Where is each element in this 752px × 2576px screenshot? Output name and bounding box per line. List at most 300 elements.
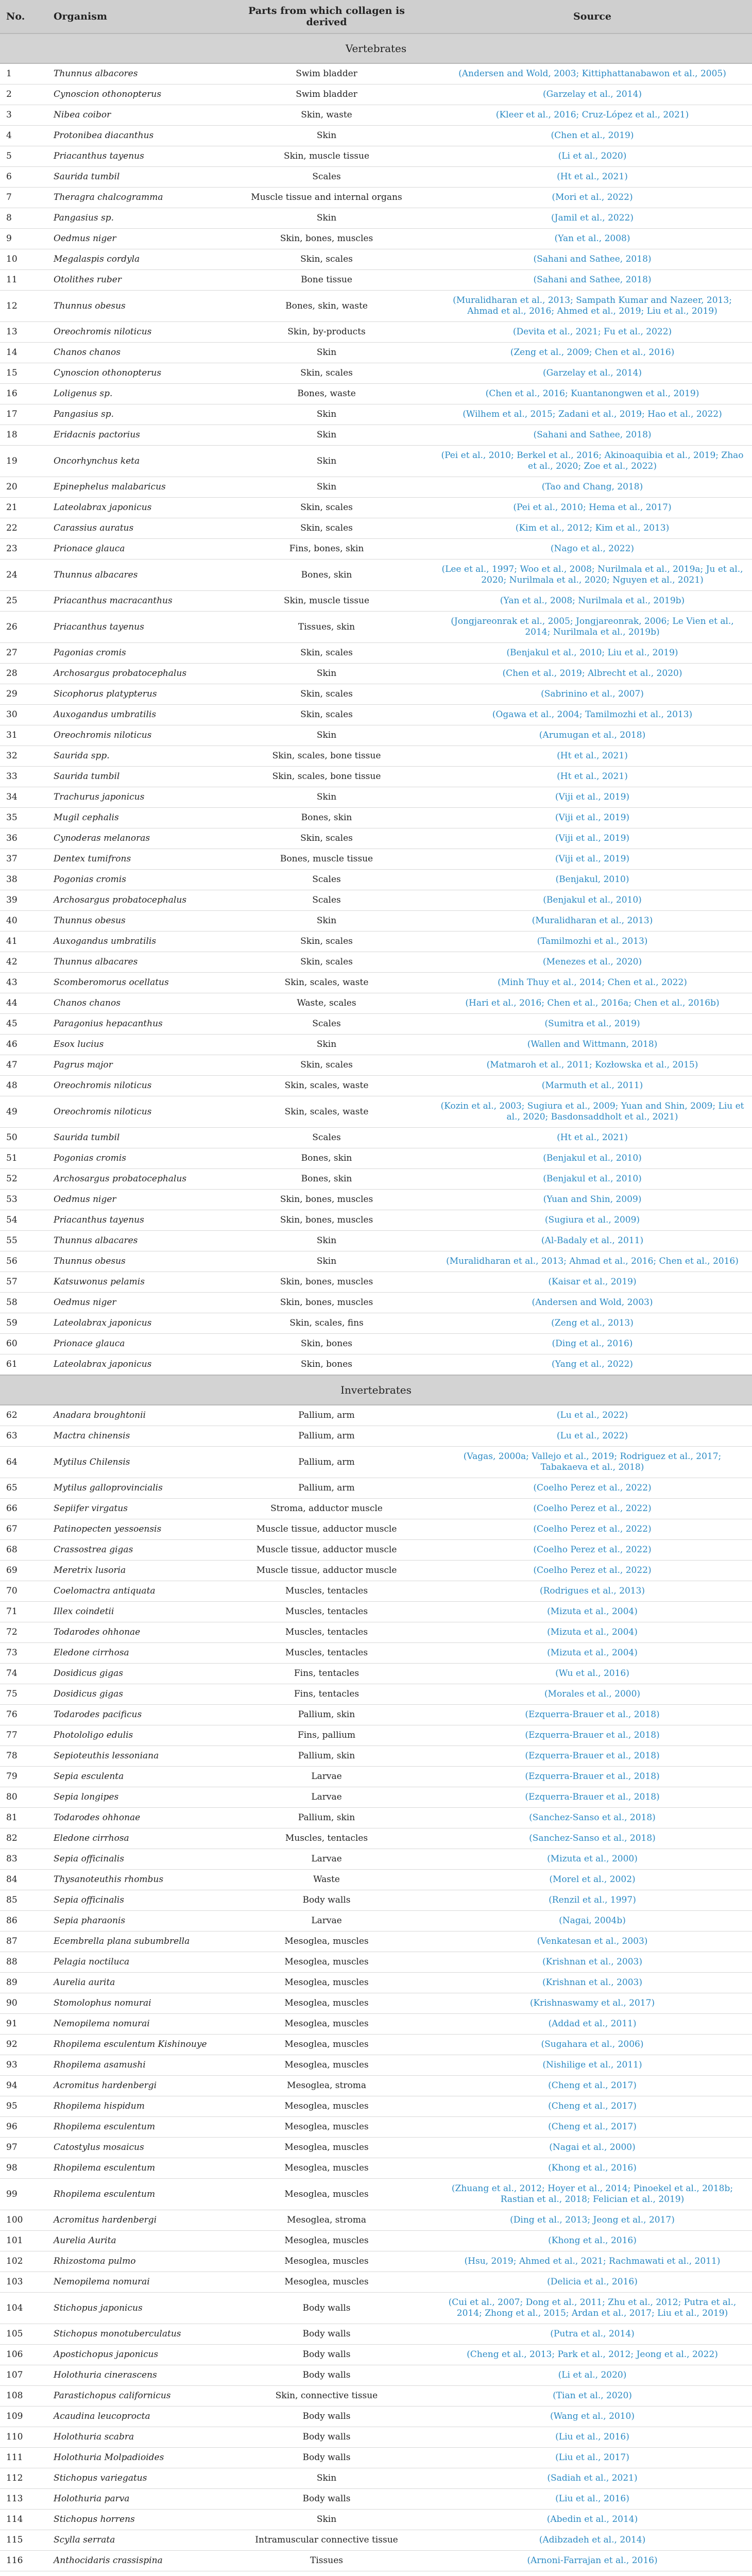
source-citation[interactable]: (Khong et al., 2016) (433, 2231, 752, 2251)
source-citation[interactable]: (Pei et al., 2010; Berkel et al., 2016; Akinoaquibia et al., 2019; Zhao et al., 2020; Zoe et al., 2022) (433, 446, 752, 477)
table-row (0, 2035, 752, 2055)
source-citation[interactable]: (Hsu, 2019; Ahmed et al., 2021; Rachmawati et al., 2011) (433, 2251, 752, 2272)
source-citation[interactable]: (Krishnan et al., 2003) (433, 1952, 752, 1973)
source-citation[interactable]: (Chen et al., 2019; Albrecht et al., 2020) (433, 664, 752, 684)
table-row (0, 591, 752, 612)
source-citation[interactable]: (Marmuth et al., 2011) (433, 1076, 752, 1096)
table-row (0, 1725, 752, 1746)
header-source: Source (433, 0, 752, 33)
source-citation[interactable]: (Jongjareonrak et al., 2005; Jongjareonrak, 2006; Le Vien et al., 2014; Nurilmala et al., 2019b) (433, 612, 752, 643)
organism-name: Dentex tumifrons (47, 849, 220, 870)
table-row (0, 249, 752, 270)
collagen-part: Pallium, arm (220, 1447, 433, 1478)
row-number: 11 (0, 270, 47, 291)
source-citation[interactable]: (Muralidharan et al., 2013) (433, 911, 752, 931)
source-citation[interactable]: (Menezes et al., 2020) (433, 952, 752, 973)
organism-name: Parastichopus californicus (47, 2386, 220, 2406)
row-number: 101 (0, 2231, 47, 2251)
source-citation[interactable]: (Ding et al., 2016) (433, 1334, 752, 1354)
source-citation[interactable]: (Matmaroh et al., 2011; Kozłowska et al., 2015) (433, 1055, 752, 1076)
collagen-part: Larvae (220, 1911, 433, 1931)
source-citation[interactable]: (Coelho Perez et al., 2022) (433, 1478, 752, 1499)
table-row (0, 1405, 752, 1426)
source-citation[interactable]: (Yang et al., 2022) (433, 1354, 752, 1376)
collagen-part: Body walls (220, 2489, 433, 2510)
collagen-part: Skin, waste (220, 105, 433, 126)
organism-name: Saurida spp. (47, 746, 220, 767)
source-citation[interactable]: (Sahani and Sathee, 2018) (433, 249, 752, 270)
row-number: 79 (0, 1767, 47, 1787)
row-number: 1 (0, 63, 47, 84)
source-citation[interactable]: (Pei et al., 2010; Hema et al., 2017) (433, 498, 752, 518)
source-citation[interactable]: (Muralidharan et al., 2013; Ahmad et al., 2016; Chen et al., 2016) (433, 1251, 752, 1272)
source-citation[interactable]: (Cheng et al., 2013; Park et al., 2012; Jeong et al., 2022) (433, 2345, 752, 2365)
table-row (0, 2551, 752, 2571)
source-citation[interactable]: (Ezquerra-Brauer et al., 2018) (433, 1746, 752, 1767)
table-row (0, 870, 752, 890)
source-citation[interactable]: (Ht et al., 2021) (433, 767, 752, 787)
collagen-part: Scales (220, 870, 433, 890)
collagen-part: Mesoglea, muscles (220, 2096, 433, 2117)
organism-name: Sepioteuthis lessoniana (47, 1746, 220, 1767)
collagen-part: Fins, bones, skin (220, 539, 433, 560)
organism-name: Photololigo edulis (47, 1725, 220, 1746)
source-citation[interactable]: (Nagai et al., 2000) (433, 2138, 752, 2158)
source-citation[interactable]: (Lu et al., 2022) (433, 1405, 752, 1426)
source-citation[interactable]: (Yan et al., 2008) (433, 229, 752, 249)
collagen-part: Mesoglea, muscles (220, 2251, 433, 2272)
organism-name: Pagonias cromis (47, 643, 220, 664)
collagen-part: Skin (220, 725, 433, 746)
collagen-part: Muscles, tentacles (220, 1828, 433, 1849)
source-citation[interactable]: (Coelho Perez et al., 2022) (433, 1561, 752, 1581)
organism-name: Pangasius sp. (47, 404, 220, 425)
source-citation[interactable]: (Kleer et al., 2016; Cruz-López et al., 2021) (433, 105, 752, 126)
table-row (0, 404, 752, 425)
row-number: 57 (0, 1272, 47, 1293)
collagen-part: Pallium, arm (220, 1405, 433, 1426)
collagen-part: Skin, bones (220, 1354, 433, 1376)
row-number: 16 (0, 384, 47, 404)
row-number: 19 (0, 446, 47, 477)
organism-name: Auxogandus umbratilis (47, 931, 220, 952)
row-number: 68 (0, 1540, 47, 1561)
source-citation[interactable]: (Sugiura et al., 2009) (433, 1210, 752, 1231)
source-citation[interactable]: (Vagas, 2000a; Vallejo et al., 2019; Rodriguez et al., 2017; Tabakaeva et al., 2018) (433, 1447, 752, 1478)
row-number: 54 (0, 1210, 47, 1231)
source-citation[interactable]: (Chen et al., 2019) (433, 126, 752, 146)
table-row (0, 1993, 752, 2014)
source-citation[interactable]: (Tao and Chang, 2018) (433, 477, 752, 498)
table-row (0, 1313, 752, 1334)
source-citation[interactable]: (Al-Badaly et al., 2011) (433, 1231, 752, 1251)
collagen-part: Mesoglea, muscles (220, 2035, 433, 2055)
source-citation[interactable]: (Liu et al., 2017) (433, 2448, 752, 2468)
organism-name: Apostichopus japonicus (47, 2345, 220, 2365)
row-number: 45 (0, 1014, 47, 1035)
organism-name: Mytilus Chilensis (47, 1447, 220, 1478)
collagen-part: Mesoglea, muscles (220, 1931, 433, 1952)
source-citation[interactable]: (Ezquerra-Brauer et al., 2018) (433, 1767, 752, 1787)
collagen-part: Muscles, tentacles (220, 1622, 433, 1643)
organism-name: Pogonias cromis (47, 1148, 220, 1169)
organism-name: Pogonias cromis (47, 870, 220, 890)
row-number: 29 (0, 684, 47, 705)
organism-name: Thunnus albacares (47, 1231, 220, 1251)
organism-name: Todarodes ohhonae (47, 1808, 220, 1828)
row-number: 37 (0, 849, 47, 870)
table-row (0, 612, 752, 643)
organism-name: Pangasius sp. (47, 208, 220, 229)
row-number: 80 (0, 1787, 47, 1808)
source-citation[interactable] (433, 2571, 752, 2576)
collagen-part: Mesoglea, muscles (220, 2138, 433, 2158)
source-citation[interactable]: (Cui et al., 2007; Dong et al., 2011; Zhu et al., 2012; Putra et al., 2014; Zhong et al., 2015; Ardan et al., 2017; Liu et al., 2019) (433, 2293, 752, 2324)
collagen-part: Muscle tissue, adductor muscle (220, 1561, 433, 1581)
source-citation[interactable]: (Sadiah et al., 2021) (433, 2468, 752, 2489)
table-row (0, 343, 752, 363)
source-citation[interactable]: (Coelho Perez et al., 2022) (433, 1540, 752, 1561)
row-number: 49 (0, 1096, 47, 1128)
organism-name: Acromitus hardenbergi (47, 2076, 220, 2096)
source-citation[interactable]: (Muralidharan et al., 2013; Sampath Kumar and Nazeer, 2013; Ahmad et al., 2016; Ahmed et al., 2019; Liu et al., 2019) (433, 291, 752, 322)
organism-name: Sepiifer virgatus (47, 1499, 220, 1519)
collagen-part: Body walls (220, 2448, 433, 2468)
collagen-part: Skin, bones, muscles (220, 229, 433, 249)
organism-name: Anthocidaris crassispina (47, 2551, 220, 2571)
source-citation[interactable]: (Lee et al., 1997; Woo et al., 2008; Nurilmala et al., 2019a; Ju et al., 2020; Nurilmala et al., 2020; Nguyen et al., 2021) (433, 560, 752, 591)
organism-name: Archosargus probatocephalus (47, 664, 220, 684)
organism-name: Auxogandus umbratilis (47, 705, 220, 725)
organism-name: Cynoscion othonopterus (47, 84, 220, 105)
table-row (0, 363, 752, 384)
row-number: 108 (0, 2386, 47, 2406)
organism-name: Saurida tumbil (47, 1128, 220, 1148)
organism-name: Sepia longipes (47, 1787, 220, 1808)
source-citation[interactable]: (Ezquerra-Brauer et al., 2018) (433, 1705, 752, 1725)
source-citation[interactable]: (Kaisar et al., 2019) (433, 1272, 752, 1293)
source-citation[interactable]: (Benjakul et al., 2010; Liu et al., 2019) (433, 643, 752, 664)
source-citation[interactable]: (Ogawa et al., 2004; Tamilmozhi et al., 2013) (433, 705, 752, 725)
organism-name: Archosargus probatocephalus (47, 890, 220, 911)
organism-name: Rhopilema esculentum (47, 2117, 220, 2138)
source-citation[interactable]: (Coelho Perez et al., 2022) (433, 1499, 752, 1519)
source-citation[interactable]: (Zeng et al., 2013) (433, 1313, 752, 1334)
source-citation[interactable]: (Addad et al., 2011) (433, 2014, 752, 2035)
row-number: 89 (0, 1973, 47, 1993)
source-citation[interactable]: (Morales et al., 2000) (433, 1684, 752, 1705)
row-number: 105 (0, 2324, 47, 2345)
source-citation[interactable]: (Ht et al., 2021) (433, 1128, 752, 1148)
row-number: 27 (0, 643, 47, 664)
row-number: 6 (0, 167, 47, 188)
row-number: 67 (0, 1519, 47, 1540)
source-citation[interactable]: (Yan et al., 2008; Nurilmala et al., 2019b) (433, 591, 752, 612)
source-citation[interactable]: (Wilhem et al., 2015; Zadani et al., 2019; Hao et al., 2022) (433, 404, 752, 425)
table-row (0, 2210, 752, 2231)
source-citation[interactable]: (Kozin et al., 2003; Sugiura et al., 2009; Yuan and Shin, 2009; Liu et al., 2020; Basdonsaddholt et al., 2021) (433, 1096, 752, 1128)
source-citation[interactable]: (Minh Thuy et al., 2014; Chen et al., 2022) (433, 973, 752, 993)
row-number: 109 (0, 2406, 47, 2427)
organism-name: Holothuria scabra (47, 2427, 220, 2448)
table-row (0, 105, 752, 126)
table-row (0, 993, 752, 1014)
row-number: 22 (0, 518, 47, 539)
organism-name: Stomolophus nomurai (47, 1993, 220, 2014)
collagen-part: Skin, scales (220, 952, 433, 973)
source-citation[interactable]: (Li et al., 2020) (433, 146, 752, 167)
table-row (0, 643, 752, 664)
source-citation[interactable]: (Delicia et al., 2016) (433, 2272, 752, 2293)
source-citation[interactable]: (Nago et al., 2022) (433, 539, 752, 560)
source-citation[interactable]: (Sabrinino et al., 2007) (433, 684, 752, 705)
source-citation[interactable]: (Li et al., 2020) (433, 2365, 752, 2386)
source-citation[interactable]: (Mizuta et al., 2004) (433, 1643, 752, 1664)
source-citation[interactable]: (Benjakul et al., 2010) (433, 1169, 752, 1190)
source-citation[interactable]: (Benjakul et al., 2010) (433, 1148, 752, 1169)
row-number: 99 (0, 2179, 47, 2210)
organism-name: Sepia officinalis (47, 1890, 220, 1911)
source-citation[interactable]: (Krishnan et al., 2003) (433, 1973, 752, 1993)
table-row (0, 1581, 752, 1602)
source-citation[interactable]: (Viji et al., 2019) (433, 849, 752, 870)
source-citation[interactable]: (Garzelay et al., 2014) (433, 84, 752, 105)
organism-name: Rhizostoma pulmo (47, 2251, 220, 2272)
header-organism: Organism (47, 0, 220, 33)
collagen-part: Skin, scales, waste (220, 973, 433, 993)
collagen-part: Skin (220, 1035, 433, 1055)
header-no: No. (0, 0, 47, 33)
organism-name: Sepia pharaonis (47, 1911, 220, 1931)
row-number: 5 (0, 146, 47, 167)
source-citation[interactable]: (Ezquerra-Brauer et al., 2018) (433, 1725, 752, 1746)
source-citation[interactable]: (Sanchez-Sanso et al., 2018) (433, 1828, 752, 1849)
row-number: 2 (0, 84, 47, 105)
source-citation[interactable]: (Adibzadeh et al., 2014) (433, 2530, 752, 2551)
source-citation[interactable]: (Nishilige et al., 2011) (433, 2055, 752, 2076)
table-row (0, 1931, 752, 1952)
collagen-part: Skin, scales, waste (220, 1076, 433, 1096)
row-number: 12 (0, 291, 47, 322)
source-citation[interactable]: (Yuan and Shin, 2009) (433, 1190, 752, 1210)
organism-name: Oreochromis niloticus (47, 1076, 220, 1096)
collagen-part: Fins, tentacles (220, 1664, 433, 1684)
source-citation[interactable]: (Morel et al., 2002) (433, 1870, 752, 1890)
source-citation[interactable]: (Hari et al., 2016; Chen et al., 2016a; Chen et al., 2016b) (433, 993, 752, 1014)
source-citation[interactable]: (Viji et al., 2019) (433, 787, 752, 808)
collagen-part: Skin (220, 1231, 433, 1251)
organism-name: Theragra chalcogramma (47, 188, 220, 208)
table-row (0, 2179, 752, 2210)
collagen-part: Body walls (220, 2406, 433, 2427)
collagen-part: Pallium, skin (220, 1746, 433, 1767)
table-row (0, 746, 752, 767)
organism-name: Loligenus sp. (47, 384, 220, 404)
table-row (0, 518, 752, 539)
row-number: 86 (0, 1911, 47, 1931)
organism-name: Pelagia noctiluca (47, 1952, 220, 1973)
source-citation[interactable]: (Zhuang et al., 2012; Hoyer et al., 2014; Pinoekel et al., 2018b; Rastian et al., 2018; Felician et al., 2019) (433, 2179, 752, 2210)
collagen-part: Skin, scales (220, 643, 433, 664)
table-row (0, 890, 752, 911)
source-citation[interactable]: (Liu et al., 2016) (433, 2427, 752, 2448)
row-number: 70 (0, 1581, 47, 1602)
row-number: 104 (0, 2293, 47, 2324)
organism-name: Scylla serrata (47, 2530, 220, 2551)
collagen-part: Mesoglea, muscles (220, 2117, 433, 2138)
source-citation[interactable]: (Jamil et al., 2022) (433, 208, 752, 229)
collagen-part: Mesoglea, muscles (220, 1973, 433, 1993)
source-citation[interactable]: (Rodrigues et al., 2013) (433, 1581, 752, 1602)
row-number: 63 (0, 1426, 47, 1447)
source-citation[interactable]: (Wallen and Wittmann, 2018) (433, 1035, 752, 1055)
collagen-part: Skin (220, 425, 433, 446)
source-citation[interactable]: (Tian et al., 2020) (433, 2386, 752, 2406)
source-citation[interactable]: (Coelho Perez et al., 2022) (433, 1519, 752, 1540)
source-citation[interactable]: (Putra et al., 2014) (433, 2324, 752, 2345)
source-citation[interactable]: (Ding et al., 2013; Jeong et al., 2017) (433, 2210, 752, 2231)
collagen-part: Muscle tissue, adductor muscle (220, 1540, 433, 1561)
collagen-part: Fins, pallium (220, 1725, 433, 1746)
source-citation[interactable]: (Zeng et al., 2009; Chen et al., 2016) (433, 343, 752, 363)
source-citation[interactable]: (Tamilmozhi et al., 2013) (433, 931, 752, 952)
row-number: 92 (0, 2035, 47, 2055)
table-row (0, 1128, 752, 1148)
row-number: 78 (0, 1746, 47, 1767)
table-row (0, 1231, 752, 1251)
row-number: 28 (0, 664, 47, 684)
source-citation[interactable]: (Abedin et al., 2014) (433, 2510, 752, 2530)
table-row (0, 2406, 752, 2427)
organism-name: Chanos chanos (47, 343, 220, 363)
source-citation[interactable]: (Arumugan et al., 2018) (433, 725, 752, 746)
source-citation[interactable]: (Wu et al., 2016) (433, 1664, 752, 1684)
source-citation[interactable]: (Ht et al., 2021) (433, 746, 752, 767)
row-number: 56 (0, 1251, 47, 1272)
source-citation[interactable]: (Nagai, 2004b) (433, 1911, 752, 1931)
table-body-invertebrates (0, 1375, 752, 2576)
source-citation[interactable]: (Andersen and Wold, 2003) (433, 1293, 752, 1313)
source-citation[interactable]: (Ht et al., 2021) (433, 167, 752, 188)
source-citation[interactable]: (Devita et al., 2021; Fu et al., 2022) (433, 322, 752, 343)
row-number: 39 (0, 890, 47, 911)
source-citation[interactable]: (Cheng et al., 2017) (433, 2096, 752, 2117)
table-row (0, 1478, 752, 1499)
row-number: 48 (0, 1076, 47, 1096)
table-row (0, 1334, 752, 1354)
table-row (0, 1169, 752, 1190)
section-row-vertebrates (0, 33, 752, 63)
source-citation[interactable]: (Sahani and Sathee, 2018) (433, 425, 752, 446)
table-row (0, 1540, 752, 1561)
source-citation[interactable]: (Mizuta et al., 2004) (433, 1602, 752, 1622)
table-row (0, 1076, 752, 1096)
row-number: 43 (0, 973, 47, 993)
table-row (0, 1808, 752, 1828)
source-citation[interactable]: (Chen et al., 2016; Kuantanongwen et al., 2019) (433, 384, 752, 404)
collagen-part: Bones, skin (220, 560, 433, 591)
table-row (0, 2510, 752, 2530)
table-row (0, 1561, 752, 1581)
collagen-part: Waste, scales (220, 993, 433, 1014)
row-number: 71 (0, 1602, 47, 1622)
collagen-part: Skin, bones (220, 1334, 433, 1354)
collagen-part: Mesoglea, muscles (220, 1993, 433, 2014)
section-label-invertebrates: Invertebrates (0, 1375, 752, 1405)
source-citation[interactable]: (Liu et al., 2016) (433, 2489, 752, 2510)
source-citation[interactable]: (Lu et al., 2022) (433, 1426, 752, 1447)
row-number: 88 (0, 1952, 47, 1973)
source-citation[interactable]: (Benjakul et al., 2010) (433, 890, 752, 911)
source-citation[interactable]: (Sumitra et al., 2019) (433, 1014, 752, 1035)
source-citation[interactable]: (Cheng et al., 2017) (433, 2117, 752, 2138)
organism-name: Oedmus niger (47, 1293, 220, 1313)
table-row (0, 911, 752, 931)
row-number: 17 (0, 404, 47, 425)
collagen-part: Mesoglea, muscles (220, 2179, 433, 2210)
collagen-part: Skin, muscle tissue (220, 146, 433, 167)
collagen-part: Pallium, skin (220, 1808, 433, 1828)
source-citation[interactable]: (Ezquerra-Brauer et al., 2018) (433, 1787, 752, 1808)
table-row (0, 229, 752, 249)
source-citation[interactable]: (Wang et al., 2010) (433, 2406, 752, 2427)
row-number: 52 (0, 1169, 47, 1190)
source-citation[interactable]: (Khong et al., 2016) (433, 2158, 752, 2179)
source-citation[interactable]: (Viji et al., 2019) (433, 828, 752, 849)
row-number: 64 (0, 1447, 47, 1478)
collagen-part: Bones, waste (220, 384, 433, 404)
source-citation[interactable]: (Mizuta et al., 2004) (433, 1622, 752, 1643)
row-number: 75 (0, 1684, 47, 1705)
collagen-part: Skin (220, 1251, 433, 1272)
source-citation[interactable]: (Andersen and Wold, 2003; Kittiphattanabawon et al., 2005) (433, 63, 752, 84)
source-citation[interactable]: (Venkatesan et al., 2003) (433, 1931, 752, 1952)
source-citation[interactable]: (Sahani and Sathee, 2018) (433, 270, 752, 291)
organism-name: Dosidicus gigas (47, 1664, 220, 1684)
table-row (0, 2345, 752, 2365)
organism-name: Trachurus japonicus (47, 787, 220, 808)
source-citation[interactable]: (Arnoni-Farrajan et al., 2016) (433, 2551, 752, 2571)
row-number: 32 (0, 746, 47, 767)
source-citation[interactable]: (Mori et al., 2022) (433, 188, 752, 208)
source-citation[interactable]: (Krishnaswamy et al., 2017) (433, 1993, 752, 2014)
source-citation[interactable]: (Kim et al., 2012; Kim et al., 2013) (433, 518, 752, 539)
source-citation[interactable]: (Sanchez-Sanso et al., 2018) (433, 1808, 752, 1828)
table-row (0, 1354, 752, 1376)
table-row (0, 684, 752, 705)
source-citation[interactable]: (Benjakul, 2010) (433, 870, 752, 890)
source-citation[interactable]: (Viji et al., 2019) (433, 808, 752, 828)
table-row (0, 498, 752, 518)
source-citation[interactable]: (Renzil et al., 1997) (433, 1890, 752, 1911)
source-citation[interactable]: (Cheng et al., 2017) (433, 2076, 752, 2096)
table-row (0, 1952, 752, 1973)
row-number: 95 (0, 2096, 47, 2117)
row-number: 84 (0, 1870, 47, 1890)
collagen-part: Pallium, skin (220, 1705, 433, 1725)
collagen-part: Body walls (220, 2293, 433, 2324)
table-row (0, 1210, 752, 1231)
source-citation[interactable]: (Mizuta et al., 2000) (433, 1849, 752, 1870)
row-number: 60 (0, 1334, 47, 1354)
organism-name: Rhopilema esculentum (47, 2158, 220, 2179)
table-row (0, 1519, 752, 1540)
source-citation[interactable]: (Garzelay et al., 2014) (433, 363, 752, 384)
row-number: 69 (0, 1561, 47, 1581)
table-row (0, 849, 752, 870)
source-citation[interactable]: (Sugahara et al., 2006) (433, 2035, 752, 2055)
collagen-part: Scales (220, 890, 433, 911)
